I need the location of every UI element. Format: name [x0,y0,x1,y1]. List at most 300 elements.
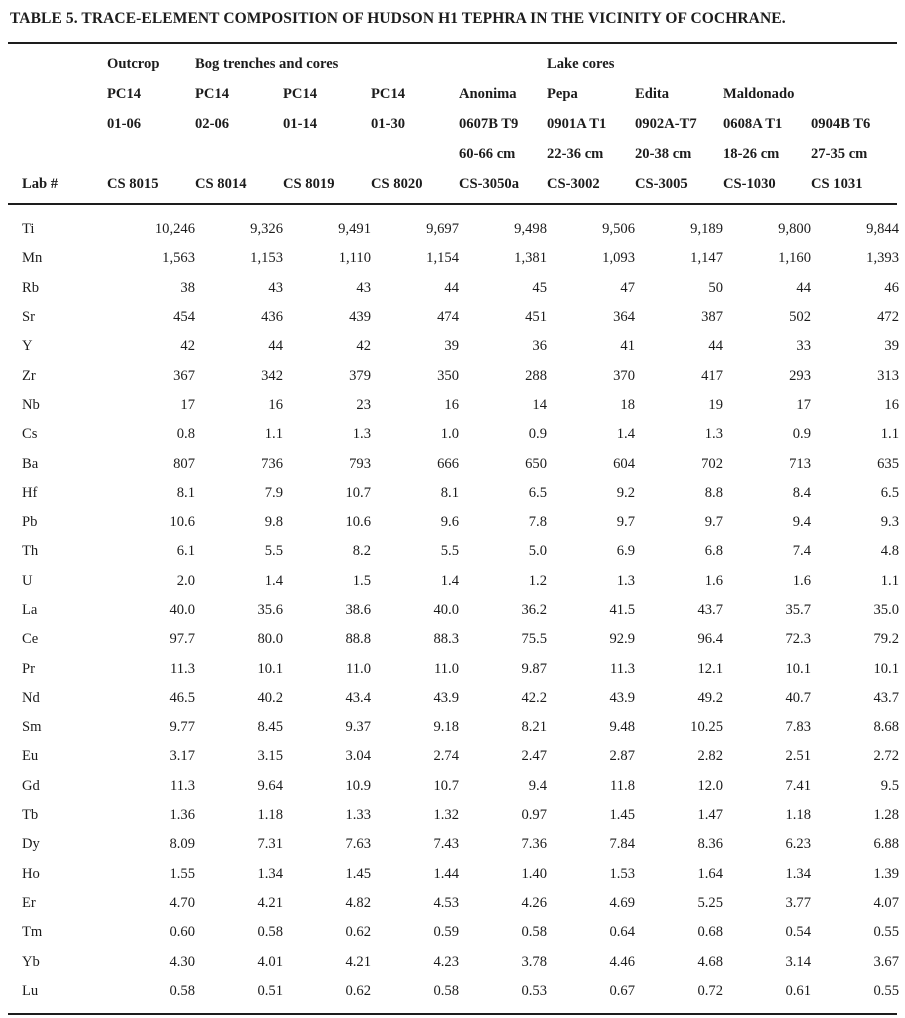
column-lab-number: CS 8019 [283,175,335,192]
value-cell: 40.7 [785,689,811,706]
value-cell: 2.47 [521,748,547,765]
element-cell: Nb [22,396,40,413]
value-cell: 9.37 [345,719,371,736]
column-depth: 60-66 cm [459,145,516,162]
column-depth [283,139,371,169]
element-cell: Dy [22,836,40,853]
value-cell: 2.82 [697,748,723,765]
top-rule [8,42,897,44]
value-cell: 9,800 [778,221,811,238]
value-cell: 635 [877,455,899,472]
value-cell: 9.77 [169,719,195,736]
value-cell: 5.0 [528,543,547,560]
value-cell: 6.88 [873,836,899,853]
header-table [22,49,899,199]
value-cell: 14 [532,396,547,413]
value-cell: 4.26 [521,894,547,911]
element-cell: Tm [22,924,43,941]
value-cell: 9,326 [250,221,283,238]
value-cell: 604 [613,455,635,472]
value-cell: 387 [701,309,723,326]
value-cell: 9,189 [690,221,723,238]
value-cell: 10.1 [257,660,283,677]
value-cell: 1.32 [433,807,459,824]
element-cell: Cs [22,426,38,443]
value-cell: 35.6 [257,602,283,618]
table-row [22,977,899,1006]
value-cell: 0.54 [785,924,811,941]
value-cell: 8.8 [704,484,723,501]
column-depth: 20-38 cm [635,145,692,162]
value-cell: 80.0 [257,631,283,648]
value-cell: 474 [437,309,459,326]
element-cell: Nd [22,689,40,706]
column-code: 0904B T6 [811,115,871,132]
value-cell: 1.3 [352,426,371,443]
element-cell: Rb [22,279,40,296]
value-cell: 3.17 [169,748,195,765]
value-cell: 36.2 [521,602,547,618]
value-cell: 88.3 [433,631,459,648]
value-cell: 379 [349,367,371,384]
column-name: PC14 [371,85,406,102]
column-lab-number: CS 8015 [107,175,159,192]
value-cell: 75.5 [521,631,547,648]
value-cell: 364 [613,309,635,326]
value-cell: 35.7 [785,602,811,618]
value-cell: 3.15 [257,748,283,765]
value-cell: 8.36 [697,836,723,853]
value-cell: 9.4 [528,777,547,794]
value-cell: 12.1 [697,660,723,677]
value-cell: 9.5 [880,777,899,794]
value-cell: 7.31 [257,836,283,853]
table-row [22,449,899,478]
column-name: Pepa [547,85,578,102]
value-cell: 439 [349,309,371,326]
value-cell: 288 [525,367,547,384]
value-cell: 436 [261,309,283,326]
column-depth: 18-26 cm [723,145,780,162]
value-cell: 79.2 [873,631,899,648]
value-cell: 3.14 [785,953,811,970]
element-cell: Tb [22,807,39,824]
value-cell: 43.7 [873,689,899,706]
table-row [22,274,899,303]
value-cell: 417 [701,367,723,384]
element-cell: Ho [22,865,40,882]
column-lab-number: CS 1031 [811,175,863,192]
value-cell: 666 [437,455,459,472]
table-row [22,567,899,596]
value-cell: 43 [356,279,371,296]
table-row [22,801,899,830]
column-name: PC14 [107,85,142,102]
value-cell: 5.5 [440,543,459,560]
value-cell: 1,381 [514,250,547,267]
value-cell: 9.6 [440,514,459,531]
value-cell: 11.3 [610,660,635,677]
value-cell: 1.0 [440,426,459,443]
value-cell: 8.09 [169,836,195,853]
value-cell: 1.36 [169,807,195,824]
value-cell: 35.0 [873,602,899,618]
column-code: 01-30 [371,115,406,132]
value-cell: 17 [180,396,195,413]
value-cell: 36 [532,338,547,355]
value-cell: 1.34 [785,865,811,882]
value-cell: 49.2 [697,689,723,706]
value-cell: 44 [708,338,723,355]
value-cell: 45 [532,279,547,296]
value-cell: 8.1 [176,484,195,501]
column-name [811,79,899,109]
column-code: 0608A T1 [723,115,783,132]
table-row [22,244,899,273]
element-cell: Mn [22,250,43,267]
value-cell: 650 [525,455,547,472]
value-cell: 0.9 [792,426,811,443]
value-cell: 4.8 [880,543,899,560]
value-cell: 713 [789,455,811,472]
value-cell: 1.45 [345,865,371,882]
column-lab-number: CS-3005 [635,175,688,192]
value-cell: 4.30 [169,953,195,970]
value-cell: 0.9 [528,426,547,443]
value-cell: 367 [173,367,195,384]
value-cell: 1.39 [873,865,899,882]
value-cell: 3.78 [521,953,547,970]
value-cell: 0.58 [169,982,195,999]
table-row [22,420,899,449]
value-cell: 41.5 [609,602,635,618]
value-cell: 0.55 [873,924,899,941]
value-cell: 9,697 [426,221,459,238]
column-lab-number: CS-1030 [723,175,776,192]
value-cell: 3.67 [873,953,899,970]
value-cell: 0.58 [257,924,283,941]
column-code: 01-14 [283,115,318,132]
value-cell: 1.47 [697,807,723,824]
table-row [22,889,899,918]
value-cell: 0.62 [345,924,371,941]
value-cell: 4.53 [433,894,459,911]
value-cell: 7.8 [528,514,547,531]
column-lab-number: CS-3050a [459,175,519,192]
corner-cell [22,109,107,139]
value-cell: 1,093 [602,250,635,267]
value-cell: 10.9 [345,777,371,794]
value-cell: 4.07 [873,894,899,911]
value-cell: 0.8 [176,426,195,443]
value-cell: 1.28 [873,807,899,824]
value-cell: 1,147 [690,250,723,267]
table-row [22,772,899,801]
value-cell: 33 [796,338,811,355]
value-cell: 0.58 [521,924,547,941]
column-group-label [22,49,107,79]
value-cell: 43.9 [609,689,635,706]
value-cell: 472 [877,309,899,326]
value-cell: 8.2 [352,543,371,560]
value-cell: 0.62 [345,982,371,999]
value-cell: 0.61 [785,982,811,999]
value-cell: 0.64 [609,924,635,941]
value-cell: 7.41 [785,777,811,794]
value-cell: 1,110 [338,250,371,267]
value-cell: 16 [884,396,899,413]
value-cell: 4.21 [345,953,371,970]
value-cell: 43.4 [345,689,371,706]
value-cell: 42 [356,338,371,355]
table-row [22,860,899,889]
column-code: 0902A-T7 [635,115,697,132]
value-cell: 4.01 [257,953,283,970]
value-cell: 9.64 [257,777,283,794]
column-lab-number: CS-3002 [547,175,600,192]
value-cell: 10.7 [433,777,459,794]
value-cell: 1.18 [257,807,283,824]
value-cell: 16 [444,396,459,413]
element-cell: La [22,602,38,618]
value-cell: 12.0 [697,777,723,794]
value-cell: 7.36 [521,836,547,853]
value-cell: 8.68 [873,719,899,736]
bottom-rule [8,1013,897,1015]
value-cell: 454 [173,309,195,326]
value-cell: 88.8 [345,631,371,648]
value-cell: 46 [884,279,899,296]
value-cell: 0.97 [521,807,547,824]
value-cell: 0.72 [697,982,723,999]
value-cell: 9.18 [433,719,459,736]
table-title: TABLE 5. TRACE-ELEMENT COMPOSITION OF HUDSON H1 TEPHRA IN THE VICINITY OF COCHRANE. [10,10,786,27]
element-cell: U [22,572,33,589]
value-cell: 11.0 [434,660,459,677]
value-cell: 3.77 [785,894,811,911]
value-cell: 97.7 [169,631,195,648]
header-row-labs [22,169,899,199]
column-name: PC14 [195,85,230,102]
value-cell: 11.3 [170,660,195,677]
value-cell: 793 [349,455,371,472]
value-cell: 1.5 [352,572,371,589]
value-cell: 1.6 [792,572,811,589]
value-cell: 0.67 [609,982,635,999]
value-cell: 9,506 [602,221,635,238]
value-cell: 4.69 [609,894,635,911]
value-cell: 92.9 [609,631,635,648]
element-cell: Hf [22,484,38,501]
table-row [22,361,899,390]
value-cell: 9.48 [609,719,635,736]
value-cell: 350 [437,367,459,384]
value-cell: 9,844 [866,221,899,238]
value-cell: 8.1 [440,484,459,501]
value-cell: 43.9 [433,689,459,706]
value-cell: 23 [356,396,371,413]
value-cell: 4.82 [345,894,371,911]
value-cell: 0.59 [433,924,459,941]
value-cell: 50 [708,279,723,296]
value-cell: 44 [444,279,459,296]
value-cell: 5.25 [697,894,723,911]
value-cell: 7.4 [792,543,811,560]
value-cell: 10.1 [785,660,811,677]
column-group-label: Outcrop [107,55,160,72]
value-cell: 702 [701,455,723,472]
value-cell: 17 [796,396,811,413]
value-cell: 9,498 [514,221,547,238]
element-cell: Gd [22,777,40,794]
value-cell: 44 [268,338,283,355]
table-row [22,713,899,742]
table-row [22,625,899,654]
value-cell: 1.4 [616,426,635,443]
value-cell: 7.63 [345,836,371,853]
table-row [22,830,899,859]
element-cell: Sm [22,719,42,736]
value-cell: 8.45 [257,719,283,736]
value-cell: 1,160 [778,250,811,267]
value-cell: 1.44 [433,865,459,882]
value-cell: 40.0 [169,602,195,618]
table-row [22,947,899,976]
value-cell: 1.1 [880,572,899,589]
column-name: Maldonado [723,85,795,102]
header-row-depths [22,139,899,169]
value-cell: 0.51 [257,982,283,999]
header-row-codes [22,109,899,139]
column-name: PC14 [283,85,318,102]
value-cell: 43 [268,279,283,296]
header-row-groups [22,49,899,79]
value-cell: 16 [268,396,283,413]
column-depth [371,139,459,169]
element-cell: Er [22,894,36,911]
value-cell: 7.43 [433,836,459,853]
value-cell: 42 [180,338,195,355]
element-cell: Pr [22,660,35,677]
value-cell: 7.9 [264,484,283,501]
column-depth: 22-36 cm [547,145,604,162]
value-cell: 342 [261,367,283,384]
value-cell: 39 [884,338,899,355]
column-name: Anonima [459,85,517,102]
value-cell: 10.7 [345,484,371,501]
column-code: 02-06 [195,115,230,132]
value-cell: 313 [877,367,899,384]
value-cell: 6.5 [528,484,547,501]
value-cell: 9.87 [521,660,547,677]
value-cell: 1,153 [250,250,283,267]
value-cell: 7.84 [609,836,635,853]
value-cell: 1.4 [264,572,283,589]
value-cell: 1.6 [704,572,723,589]
value-cell: 11.8 [610,777,635,794]
table-row [22,303,899,332]
value-cell: 0.58 [433,982,459,999]
lab-label: Lab # [22,175,59,192]
value-cell: 1.18 [785,807,811,824]
value-cell: 5.5 [264,543,283,560]
value-cell: 2.74 [433,748,459,765]
value-cell: 807 [173,455,195,472]
header-rule [8,203,897,205]
value-cell: 293 [789,367,811,384]
column-depth [195,139,283,169]
value-cell: 9.4 [792,514,811,531]
value-cell: 6.23 [785,836,811,853]
value-cell: 6.1 [176,543,195,560]
value-cell: 1.2 [528,572,547,589]
value-cell: 1,563 [162,250,195,267]
value-cell: 10,246 [154,221,195,238]
value-cell: 46.5 [169,689,195,706]
value-cell: 451 [525,309,547,326]
value-cell: 11.3 [170,777,195,794]
value-cell: 1.55 [169,865,195,882]
corner-cell [22,139,107,169]
column-group-label: Bog trenches and cores [195,55,339,72]
table-body [22,215,899,1006]
value-cell: 9,491 [338,221,371,238]
value-cell: 0.55 [873,982,899,999]
table-row [22,596,899,625]
value-cell: 4.68 [697,953,723,970]
value-cell: 9.2 [616,484,635,501]
element-cell: Yb [22,953,40,970]
value-cell: 40.2 [257,689,283,706]
column-name: Edita [635,85,670,102]
element-cell: Sr [22,309,35,326]
table-row [22,918,899,947]
column-group-label: Lake cores [547,55,615,72]
value-cell: 47 [620,279,635,296]
value-cell: 6.8 [704,543,723,560]
value-cell: 1,393 [866,250,899,267]
value-cell: 10.1 [873,660,899,677]
element-cell: Ba [22,455,39,472]
value-cell: 8.4 [792,484,811,501]
element-cell: Eu [22,748,39,765]
value-cell: 2.72 [873,748,899,765]
header-row-names [22,79,899,109]
table-row [22,742,899,771]
value-cell: 7.83 [785,719,811,736]
value-cell: 4.21 [257,894,283,911]
value-cell: 9.7 [616,514,635,531]
value-cell: 4.70 [169,894,195,911]
value-cell: 2.87 [609,748,635,765]
value-cell: 19 [708,396,723,413]
value-cell: 1,154 [426,250,459,267]
value-cell: 18 [620,396,635,413]
table-row [22,684,899,713]
table-row [22,508,899,537]
value-cell: 0.60 [169,924,195,941]
column-depth: 27-35 cm [811,145,868,162]
corner-cell [22,79,107,109]
data-table [22,215,899,1006]
value-cell: 4.23 [433,953,459,970]
column-lab-number: CS 8014 [195,175,247,192]
table-row [22,537,899,566]
value-cell: 2.51 [785,748,811,765]
element-cell: Th [22,543,39,560]
value-cell: 1.1 [264,426,283,443]
value-cell: 40.0 [433,602,459,618]
